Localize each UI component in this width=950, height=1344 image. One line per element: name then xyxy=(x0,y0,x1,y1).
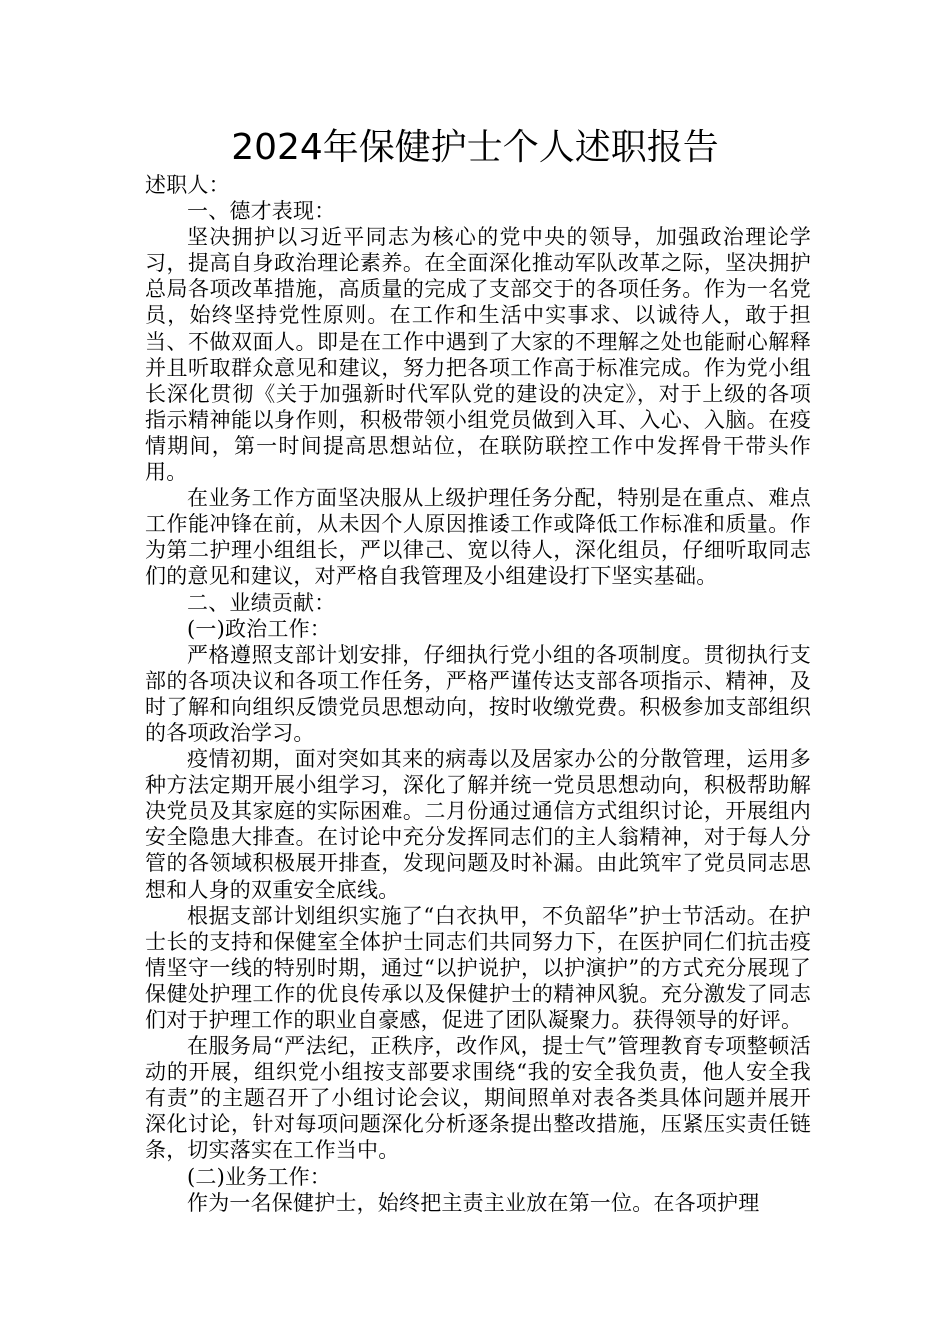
reporter-label: 述职人： xyxy=(145,173,230,197)
paragraph-5: 根据支部计划组织实施了“白衣执甲，不负韶华”护士节活动。在护士长的支持和保健室全体护士同志们共同努力下，在医护同仁们抗击疫情坚守一线的特别时期，通过“以护说护，以护演护”的方式充分展现了保健处护理工作的优良传承以及保健护士的精神风貌。充分激发了同志们对于护理工作的职业自豪感，促进了团队凝聚力。获得领导的好评。 xyxy=(145,903,811,1032)
subheading-political-work: (一)政治工作： xyxy=(187,616,331,641)
paragraph-1: 坚决拥护以习近平同志为核心的党中央的领导，加强政治理论学习，提高自身政治理论素养。在全面深化推动军队改革之际，坚决拥护总局各项改革措施，高质量的完成了支部交于的各项任务。作为一名党员，始终坚持党性原则。在工作和生活中实事求、以诚待人，敢于担当、不做双面人。即是在工作中遇到了大家的不理解之处也能耐心解释并且听取群众意见和建议，努力把各项工作高于标准完成。作为党小组长深化贯彻《关于加强新时代军队党的建设的决定》，对于上级的各项指示精神能以身作则，积极带领小组党员做到入耳、入心、入脑。在疫情期间，第一时间提高思想站位，在联防联控工作中发挥骨干带头作用。 xyxy=(145,225,811,485)
section-heading-1: 一、德才表现： xyxy=(187,199,336,224)
paragraph-7: 作为一名保健护士，始终把主责主业放在第一位。在各项护理 xyxy=(187,1190,760,1215)
paragraph-3: 严格遵照支部计划安排，仔细执行党小组的各项制度。贯彻执行支部的各项决议和各项工作任务，严格严谨传达支部各项指示、精神，及时了解和向组织反馈党员思想动向，按时收缴党费。积极参加支部组织的各项政治学习。 xyxy=(145,642,811,745)
document-title: 2024年保健护士个人述职报告 xyxy=(231,127,719,168)
paragraph-2: 在业务工作方面坚决服从上级护理任务分配，特别是在重点、难点工作能冲锋在前，从未因个人原因推诿工作或降低工作标准和质量。作为第二护理小组组长，严以律己、宽以待人，深化组员，仔细听取同志们的意见和建议，对严格自我管理及小组建设打下坚实基础。 xyxy=(145,486,811,589)
paragraph-4: 疫情初期，面对突如其来的病毒以及居家办公的分散管理，运用多种方法定期开展小组学习，深化了解并统一党员思想动向，积极帮助解决党员及其家庭的实际困难。二月份通过通信方式组织讨论，开展组内安全隐患大排查。在讨论中充分发挥同志们的主人翁精神，对于每人分管的各领域积极展开排查，发现问题及时补漏。由此筑牢了党员同志思想和人身的双重安全底线。 xyxy=(145,747,811,902)
section-heading-2: 二、业绩贡献： xyxy=(187,590,336,615)
paragraph-6: 在服务局“严法纪，正秩序，改作风，提士气”管理教育专项整顿活动的开展，组织党小组按支部要求围绕“我的安全我负责，他人安全我有责”的主题召开了小组讨论会议，期间照单对表各类具体问题并展开深化讨论，针对每项问题深化分析逐条提出整改措施，压紧压实责任链条，切实落实在工作当中。 xyxy=(145,1034,811,1163)
subheading-business-work: (二)业务工作： xyxy=(187,1164,331,1189)
document-body xyxy=(145,172,811,1216)
